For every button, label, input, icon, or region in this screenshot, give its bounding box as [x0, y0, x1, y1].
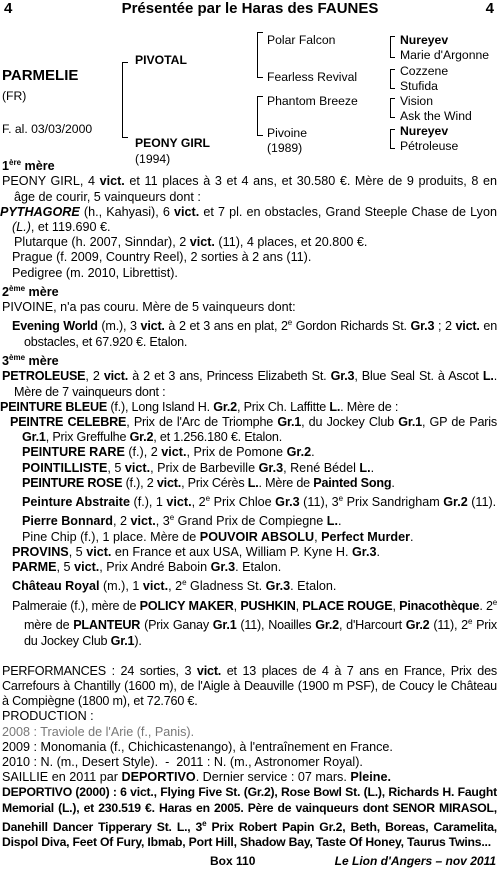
dam-year: (1994)	[135, 152, 171, 166]
produce-chateau-royal: Château Royal (m.), 1 vict., 2e Gladness St. Gr.3. Etalon.	[12, 578, 337, 594]
horse-origin: (FR)	[2, 89, 27, 103]
page-footer	[0, 854, 500, 872]
dam-dam-year: (1989)	[267, 141, 303, 155]
produce-provins: PROVINS, 5 vict. en France et aux USA, William P. Kyne H. Gr.3.	[12, 545, 380, 559]
deportivo-text: DEPORTIVO (2000) : 6 vict., Flying Five St. (Gr.2), Rose Bowl St. (L.), Richards H. Faught Memorial (L.), et 230.519 €. Haras en 2005. Père de vainqueurs dont SENOR MIRASOL, Danehill Dancer Tipperary St. L., 3e Prix Robert Papin Gr.2, Beth, Boreas, Caramelita, Dispol Diva, Feet Of Fury, Ibmab, Port Hill, Shadow Bay, Taste Of Honey, Taurus Twins...	[2, 785, 497, 850]
produce-pedigree: Pedigree (m. 2010, Librettist).	[12, 265, 178, 280]
produce-parme: PARME, 5 vict., Prix André Baboin Gr.3. Etalon.	[12, 560, 282, 575]
ddd: Pétroleuse	[400, 139, 459, 153]
produce-prague: Prague (f. 2009, Country Reel), 2 sorties à 2 ans (11).	[12, 250, 312, 265]
sss: Nureyev	[400, 33, 449, 47]
produce-pointilliste: POINTILLISTE, 5 vict., Prix de Barbeville Gr.3, René Bédel L..	[22, 460, 375, 475]
produce-peinture-rose: PEINTURE ROSE (f.), 2 vict., Prix Cérès L.. Mère de Painted Song.	[22, 475, 395, 490]
production-2008: 2008 : Traviole de l'Arie (f., Panis).	[2, 724, 195, 739]
section-heading-2: 2ème mère	[2, 283, 59, 299]
saillie-text: SAILLIE en 2011 par DEPORTIVO. Dernier service : 07 mars. Pleine.	[2, 770, 391, 785]
lot-number-right: 4	[485, 0, 494, 17]
production-heading: PRODUCTION :	[2, 709, 94, 724]
produce-peintre-celebre: PEINTRE CELEBRE, Prix de l'Arc de Triomphe Gr.1, du Jockey Club Gr.1, GP de Paris Gr.1, Prix Greffulhe Gr.2, et 1.256.180 €. Etalon.	[10, 415, 497, 445]
dss: Vision	[400, 94, 433, 108]
magazine-credit: Le Lion d'Angers – nov 2011	[334, 854, 496, 868]
section-heading-1: 1ère mère	[2, 158, 55, 174]
ssd: Marie d'Argonne	[400, 48, 490, 62]
page-title: Présentée par le Haras des FAUNES	[121, 0, 379, 17]
horse-name: PARMELIE	[2, 67, 79, 84]
sdd: Stufida	[400, 79, 438, 93]
produce-pythagore: PYTHAGORE (h., Kahyasi), 6 vict. et 7 pl. en obstacles, Grand Steeple Chase de Lyon (L.), et 119.690 €.	[0, 204, 497, 234]
sire-name: PIVOTAL	[135, 53, 187, 67]
dsd: Ask the Wind	[400, 109, 472, 123]
produce-pine-chip: Pine Chip (f.), 1 place. Mère de POUVOIR ABSOLU, Perfect Murder.	[22, 529, 414, 544]
dds: Nureyev	[400, 124, 449, 138]
page-header	[0, 0, 500, 20]
produce-evening-world: Evening World (m.), 3 vict. à 2 et 3 ans en plat, 2e Gordon Richards St. Gr.3 ; 2 vict. en obstacles, et 67.920 €. Etalon.	[12, 318, 497, 349]
sds: Cozzene	[400, 64, 449, 78]
box-number: Box 110	[210, 854, 256, 868]
catalogue-body	[2, 155, 497, 850]
dam-name: PEONY GIRL	[135, 136, 210, 150]
performances-text: PERFORMANCES : 24 sorties, 3 vict. et 13 places de 4 à 7 ans en France, Prix des Carrefours à Chantilly (1600 m), de l'Aigle à Deauville (1900 m PSF), de Coucy le Château à Compiègne (1800 m), et 72.760 €.	[2, 663, 498, 709]
produce-pierre-bonnard: Pierre Bonnard, 2 vict., 3e Grand Prix de Compiegne L..	[22, 513, 342, 529]
produce-peinture-bleue: PEINTURE BLEUE (f.), Long Island H. Gr.2, Prix Ch. Laffitte L.. Mère de :	[0, 399, 399, 414]
dam-sire: Phantom Breeze	[267, 94, 358, 108]
horse-birth: F. al. 03/03/2000	[2, 122, 93, 136]
dam-dam: Pivoine	[267, 126, 307, 140]
production-2010: 2010 : N. (m., Desert Style). - 2011 : N. (m., Astronomer Royal).	[2, 755, 363, 769]
section-heading-3: 3ème mère	[2, 353, 59, 369]
produce-palmeraie: Palmeraie (f.), mère de POLICY MAKER, PUSHKIN, PLACE ROUGE, Pinacothèque. 2e mère de PLANTEUR (Prix Ganay Gr.1 (11), Noailles Gr.2, d'Harcourt Gr.2 (11), 2e Prix du Jockey Club Gr.1).	[12, 597, 498, 648]
sire-dam: Fearless Revival	[267, 70, 358, 84]
production-2009: 2009 : Monomania (f., Chichicastenango), à l'entraînement en France.	[2, 739, 393, 754]
lot-number-left: 4	[4, 0, 13, 17]
produce-peinture-rare: PEINTURE RARE (f.), 2 vict., Prix de Pomone Gr.2.	[22, 445, 315, 460]
produce-peinture-abstraite: Peinture Abstraite (f.), 1 vict., 2e Prix Chloe Gr.3 (11), 3e Prix Sandrigham Gr.2 (11).	[22, 494, 497, 510]
produce-plutarque: Plutarque (h. 2007, Sinndar), 2 vict. (11), 4 places, et 20.800 €.	[14, 235, 368, 250]
first-dam-text: PEONY GIRL, 4 vict. et 11 places à 3 et 4 ans, et 30.580 €. Mère de 9 produits, 8 en âge de courir, 5 vainqueurs dont :	[2, 174, 497, 204]
third-dam-text: PETROLEUSE, 2 vict. à 2 et 3 ans, Princess Elizabeth St. Gr.3, Blue Seal St. à Ascot L.. Mère de 7 vainqueurs dont :	[2, 369, 497, 399]
second-dam-text: PIVOINE, n'a pas couru. Mère de 5 vainqueurs dont:	[2, 300, 296, 315]
sire-sire: Polar Falcon	[267, 33, 336, 47]
